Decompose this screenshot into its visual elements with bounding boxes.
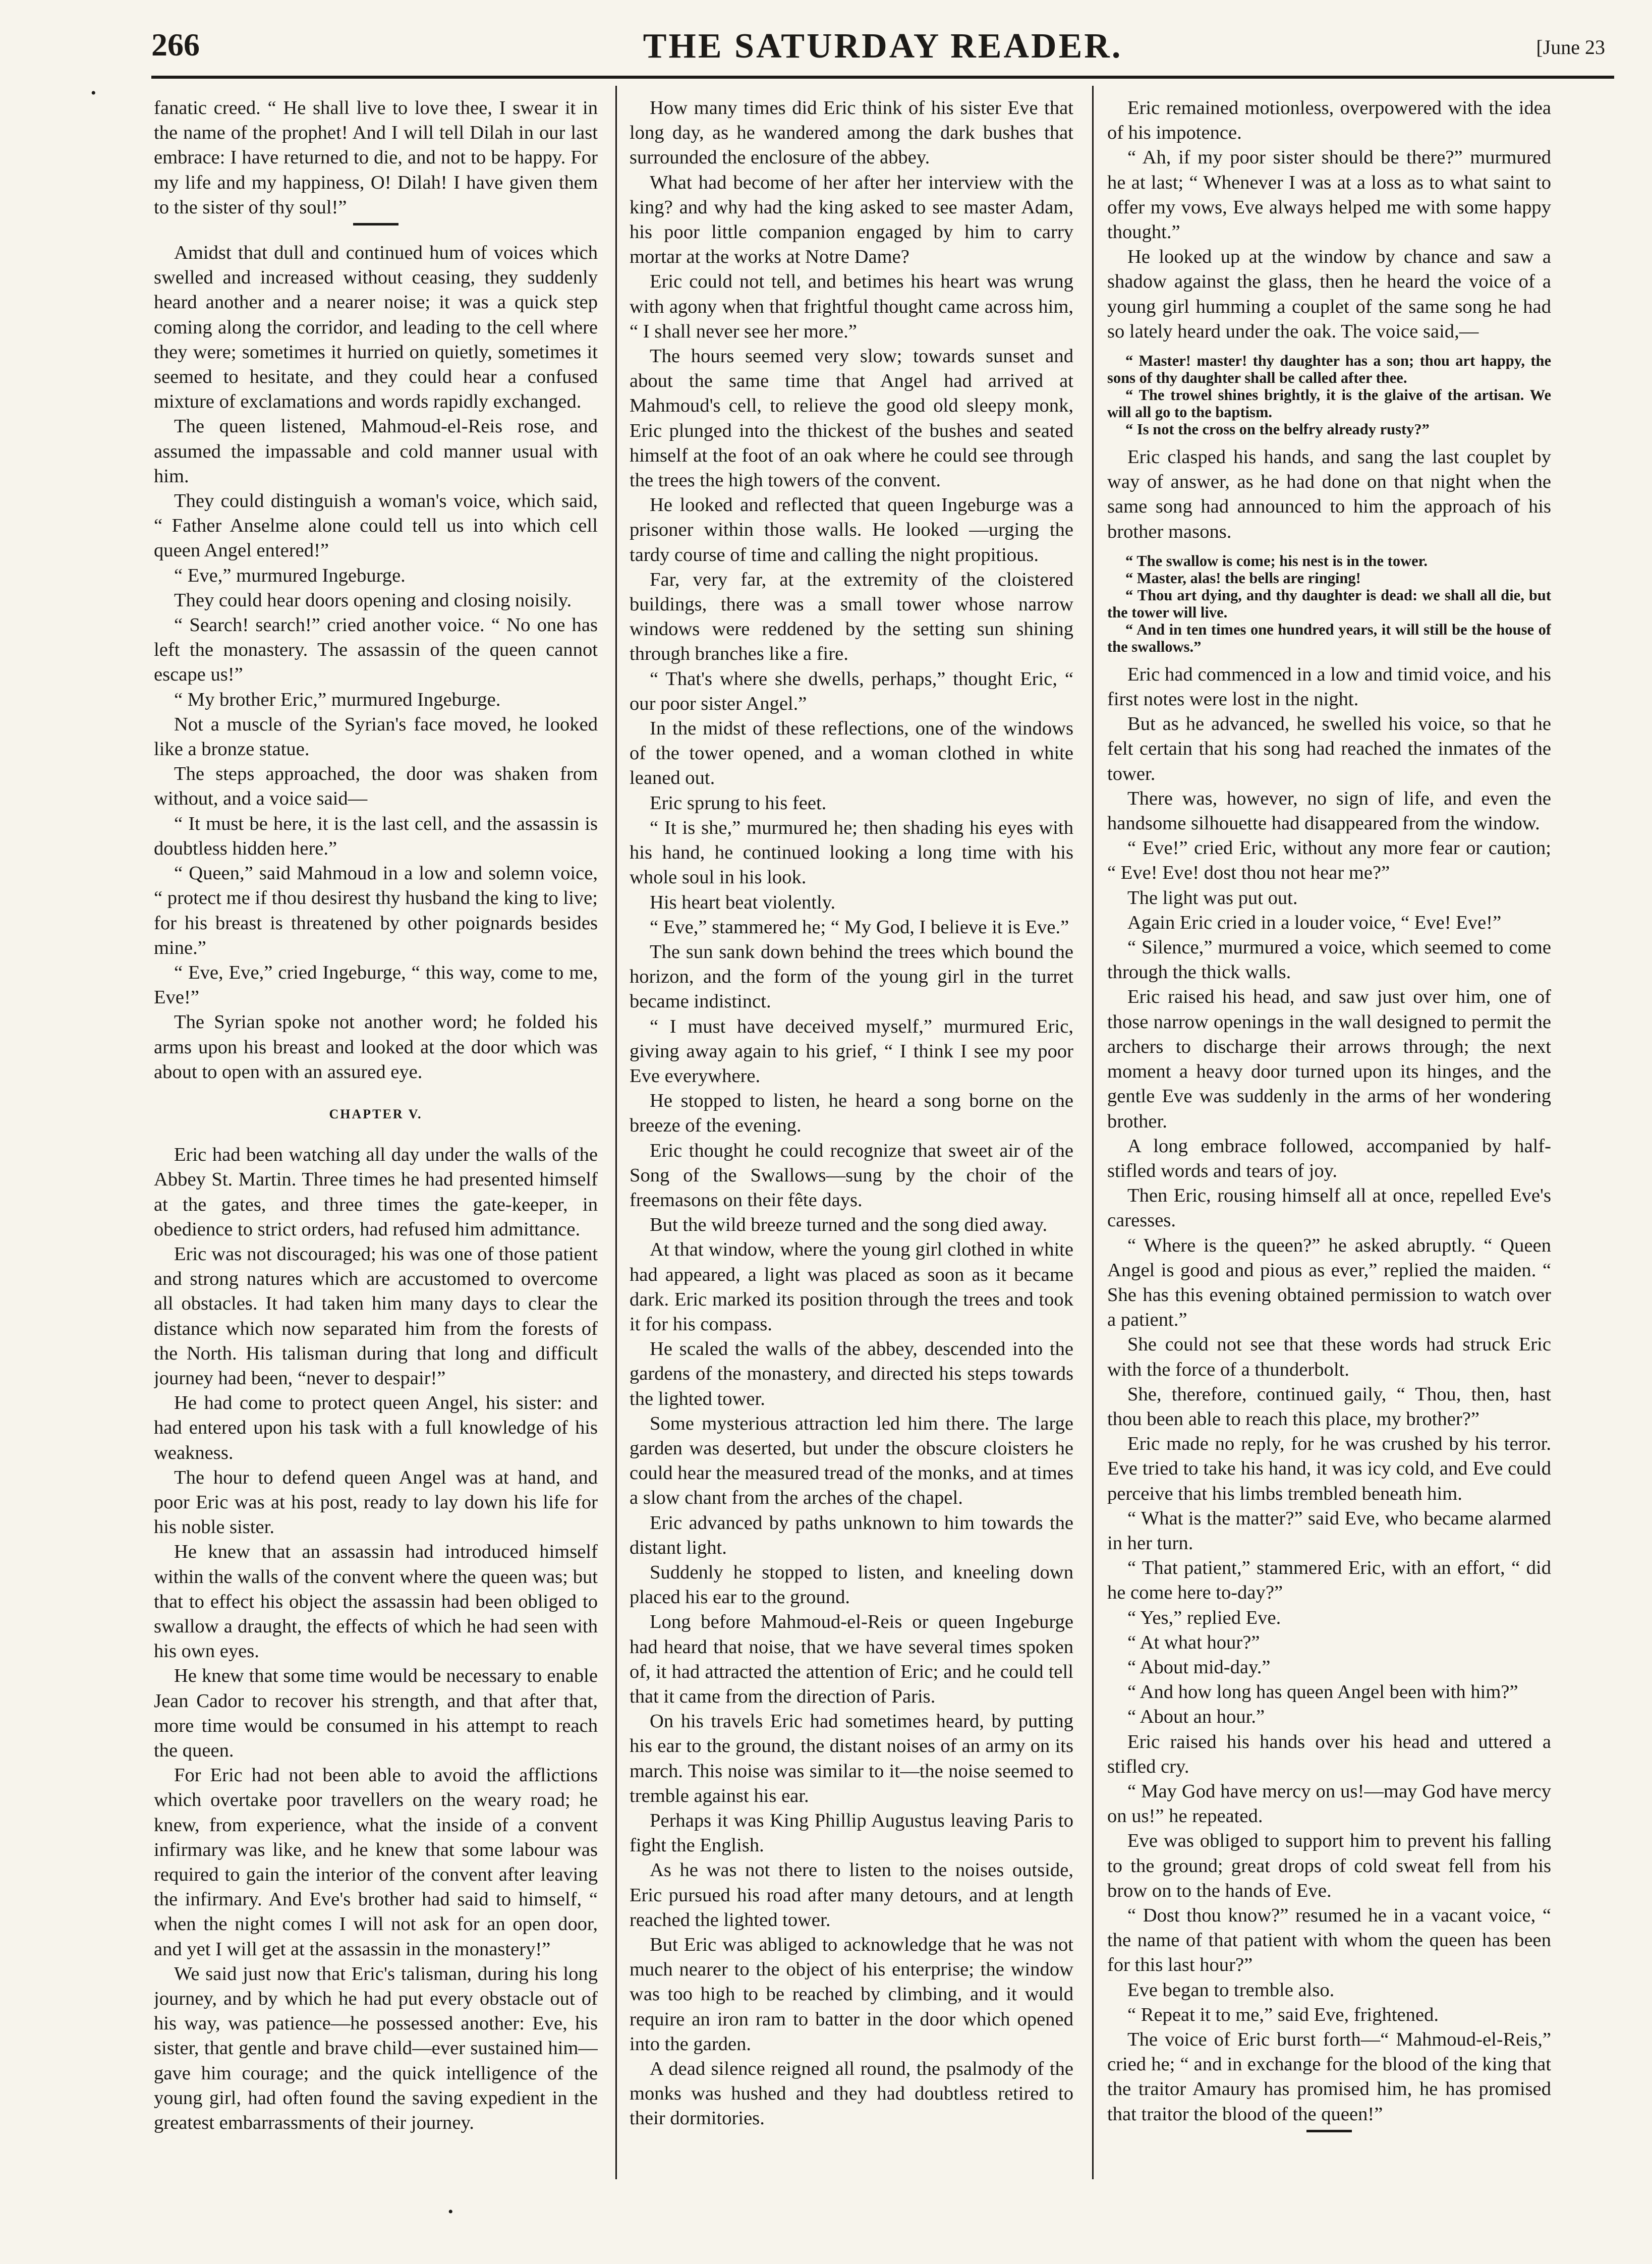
- paragraph: “ May God have mercy on us!—may God have mercy on us!” he repeated.: [1107, 1780, 1551, 1827]
- song-verse: “ And in ten times one hundred years, it will still be the house of the swallows.”: [1107, 620, 1551, 655]
- song-verse: “ Thou art dying, and thy daughter is dead: we shall all die, but the tower will live.: [1107, 586, 1551, 621]
- song-verse: “ Master! master! thy daughter has a son; thou art happy, the sons of thy daughter shall be called after thee.: [1107, 352, 1551, 387]
- paragraph: But Eric was abliged to acknowledge that he was not much nearer to the object of his enterprise; the window was too high to be reached by climbing, and it would require an iron ram to batter in the door which opened into the garden.: [630, 1934, 1073, 2055]
- paragraph: There was, however, no sign of life, and even the handsome silhouette had disappeared from the window.: [1107, 787, 1551, 834]
- paragraph: “ Eve,” stammered he; “ My God, I believe it is Eve.”: [650, 916, 1069, 938]
- paragraph: “ Eve,” murmured Ingeburge.: [174, 564, 406, 586]
- paragraph: How many times did Eric think of his sister Eve that long day, as he wandered among the dark bushes that surrounded the enclosure of the abbey.: [630, 97, 1073, 168]
- paragraph: A dead silence reigned all round, the psalmody of the monks was hushed and they had doubtless retired to their dormitories.: [630, 2058, 1073, 2129]
- header-rule: [151, 76, 1614, 79]
- paragraph: “ At what hour?”: [1127, 1631, 1260, 1653]
- paragraph: The steps approached, the door was shaken from without, and a voice said—: [154, 763, 598, 810]
- paragraph: “ It is she,” murmured he; then shading his eyes with his hand, he continued looking a long time with his whole soul in his look.: [630, 817, 1073, 888]
- song-verse: “ Is not the cross on the belfry already rusty?”: [1125, 421, 1430, 438]
- margin-mark: •: [448, 2203, 453, 2220]
- song-verse: “ The swallow is come; his nest is in the tower.: [1125, 552, 1428, 570]
- paragraph: “ Ah, if my poor sister should be there?” murmured he at last; “ Whenever I was at a loss as to what saint to offer my vows, Eve always helped me with some happy thought.”: [1107, 147, 1551, 243]
- song-verse: “ Master, alas! the bells are ringing!: [1125, 569, 1361, 587]
- paragraph: He scaled the walls of the abbey, descended into the gardens of the monastery, and directed his steps towards the lighted tower.: [630, 1338, 1073, 1409]
- paragraph: Perhaps it was King Phillip Augustus leaving Paris to fight the English.: [630, 1810, 1073, 1856]
- paragraph: They could distinguish a woman's voice, which said, “ Father Anselme alone could tell us into which cell queen Angel entered!”: [154, 490, 598, 561]
- paragraph: He knew that an assassin had introduced himself within the walls of the convent where the queen was; but that to effect his object the assassin had been obliged to swallow a draught, the effects of which he had seen with his own eyes.: [154, 1541, 598, 1662]
- paragraph: Eric could not tell, and betimes his heart was wrung with agony when that frightful thought came across him, “ I shall never see her more.”: [630, 271, 1073, 342]
- paragraph: “ Silence,” murmured a voice, which seemed to come through the thick walls.: [1107, 937, 1551, 983]
- column-divider: [1092, 86, 1094, 2179]
- text-column-2: [630, 96, 1073, 2169]
- section-end-rule: [1306, 2130, 1352, 2132]
- paragraph: Eric advanced by paths unknown to him towards the distant light.: [630, 1512, 1073, 1558]
- paragraph: The voice of Eric burst forth—“ Mahmoud-el-Reis,” cried he; “ and in exchange for the blood of the king that the traitor Amaury has promised him, he has promised that traitor the blood of the queen!”: [1107, 2029, 1551, 2125]
- paragraph: “ That patient,” stammered Eric, with an effort, “ did he come here to-day?”: [1107, 1557, 1551, 1604]
- paragraph: “ Dost thou know?” resumed he in a vacant voice, “ the name of that patient with whom the queen has been for this last hour?”: [1107, 1905, 1551, 1976]
- paragraph: On his travels Eric had sometimes heard, by putting his ear to the ground, the distant noises of an army on its march. This noise was similar to it—the noise seemed to tremble against his ear.: [630, 1711, 1073, 1806]
- paragraph: The queen listened, Mahmoud-el-Reis rose, and assumed the impassable and cold manner usual with him.: [154, 416, 598, 487]
- paragraph: “ What is the matter?” said Eve, who became alarmed in her turn.: [1107, 1507, 1551, 1554]
- paragraph: But as he advanced, he swelled his voice, so that he felt certain that his song had reached the inmates of the tower.: [1107, 713, 1551, 784]
- section-rule: [353, 223, 398, 225]
- paragraph: Eric was not discouraged; his was one of those patient and strong natures which are accustomed to overcome all obstacles. It had taken him many days to clear the distance which now separated him from the forests of the North. His talisman during that long and difficult journey had been, “never to despair!”: [154, 1243, 598, 1389]
- paragraph: Eric raised his head, and saw just over him, one of those narrow openings in the wall designed to permit the archers to discharge their arrows through; the next moment a heavy door turned upon its hinges, and the gentle Eve was suddenly in the arms of her wondering brother.: [1107, 986, 1551, 1132]
- paragraph: As he was not there to listen to the noises outside, Eric pursued his road after many detours, and at length reached the lighted tower.: [630, 1859, 1073, 1931]
- paragraph: He looked and reflected that queen Ingeburge was a prisoner within those walls. He looked —urging the tardy course of time and calling the night propitious.: [630, 494, 1073, 565]
- paragraph: “ And how long has queen Angel been with him?”: [1127, 1681, 1518, 1703]
- paragraph: The hour to defend queen Angel was at hand, and poor Eric was at his post, ready to lay down his life for his noble sister.: [154, 1466, 598, 1538]
- publication-title: THE SATURDAY READER.: [643, 27, 1123, 66]
- song-verse: “ The trowel shines brightly, it is the glaive of the artisan. We will all go to the baptism.: [1107, 386, 1551, 421]
- paragraph: Again Eric cried in a louder voice, “ Eve! Eve!”: [1127, 912, 1502, 933]
- paragraph: He stopped to listen, he heard a song borne on the breeze of the evening.: [630, 1090, 1073, 1137]
- paragraph: “ It must be here, it is the last cell, and the assassin is doubtless hidden here.”: [154, 813, 598, 859]
- paragraph: Then Eric, rousing himself all at once, repelled Eve's caresses.: [1107, 1185, 1551, 1231]
- paragraph: She, therefore, continued gaily, “ Thou, then, hast thou been able to reach this place, my brother?”: [1107, 1383, 1551, 1430]
- paragraph: “ About an hour.”: [1127, 1706, 1265, 1728]
- paragraph: Not a muscle of the Syrian's face moved, he looked like a bronze statue.: [154, 713, 598, 760]
- paragraph: In the midst of these reflections, one of the windows of the tower opened, and a woman clothed in white leaned out.: [630, 718, 1073, 789]
- text-column-3: [1107, 96, 1551, 2169]
- paragraph: Eric thought he could recognize that sweet air of the Song of the Swallows—sung by the choir of the freemasons on their fête days.: [630, 1140, 1073, 1211]
- paragraph: Suddenly he stopped to listen, and kneeling down placed his ear to the ground.: [630, 1561, 1073, 1608]
- paragraph: He had come to protect queen Angel, his sister: and had entered upon his task with a full knowledge of his weakness.: [154, 1392, 598, 1463]
- paragraph: The hours seemed very slow; towards sunset and about the same time that Angel had arrived at Mahmoud's cell, to relieve the good old sleepy monk, Eric plunged into the thickest of the bushes and seated himself at the foot of an oak where he could see through the trees the high towers of the convent.: [630, 346, 1073, 491]
- paragraph: Eric had been watching all day under the walls of the Abbey St. Martin. Three times he had presented himself at the gates, and three times the gate-keeper, in obedience to strict orders, had refused him admittance.: [154, 1144, 598, 1240]
- margin-mark: •: [91, 85, 96, 101]
- paragraph: She could not see that these words had struck Eric with the force of a thunderbolt.: [1107, 1334, 1551, 1380]
- paragraph: Eric clasped his hands, and sang the last couplet by way of answer, as he had done on that night when the same song had announced to him the approach of his brother masons.: [1107, 446, 1551, 542]
- paragraph: Eve began to tremble also.: [1127, 1979, 1335, 2001]
- paragraph: Some mysterious attraction led him there. The large garden was deserted, but under the obscure cloisters he could hear the measured tread of the monks, and at times a slow chant from the arches of the chapel.: [630, 1412, 1073, 1509]
- paragraph: Long before Mahmoud-el-Reis or queen Ingeburge had heard that noise, that we have several times spoken of, it had attracted the attention of Eric; and he could tell that it came from the direction of Paris.: [630, 1611, 1073, 1707]
- paragraph: “ Yes,” replied Eve.: [1127, 1607, 1281, 1628]
- paragraph: “ Where is the queen?” he asked abruptly. “ Queen Angel is good and pious as ever,” replied the maiden. “ She has this evening obtained permission to watch over a patient.”: [1107, 1234, 1551, 1331]
- paragraph: “ About mid-day.”: [1127, 1656, 1271, 1678]
- paragraph: For Eric had not been able to avoid the afflictions which overtake poor travellers on the weary road; he knew, from experience, what the inside of a convent infirmary was like, and he knew that some labour was required to gain the interior of the convent after leaving the infirmary. And Eve's brother had said to himself, “ when the night comes I will not ask for an open door, and yet I will get at the assassin in the monastery!”: [154, 1765, 598, 1960]
- paragraph: Eric made no reply, for he was crushed by his terror. Eve tried to take his hand, it was icy cold, and Eve could perceive that his limbs trembled beneath him.: [1107, 1433, 1551, 1504]
- paragraph: “ Eve!” cried Eric, without any more fear or caution; “ Eve! Eve! dost thou not hear me?”: [1107, 837, 1551, 884]
- paragraph: He knew that some time would be necessary to enable Jean Cador to recover his strength, and that after that, more time would be consumed in his attempt to reach the queen.: [154, 1665, 598, 1761]
- issue-date: [June 23: [1536, 36, 1605, 59]
- paragraph: Amidst that dull and continued hum of voices which swelled and increased without ceasing, they suddenly heard another and a nearer noise; it was a quick step coming along the corridor, and leading to the cell where they were; sometimes it hurried on quietly, sometimes it seemed to hesitate, and they could hear a confused mixture of exclamations and words rapidly exchanged.: [154, 242, 598, 413]
- paragraph: Eric remained motionless, overpowered with the idea of his impotence.: [1107, 97, 1551, 144]
- paragraph: Eve was obliged to support him to prevent his falling to the ground; great drops of cold sweat fell from his brow on to the hands of Eve.: [1107, 1830, 1551, 1901]
- paragraph: He looked up at the window by chance and saw a shadow against the glass, then he heard the voice of a young girl humming a couplet of the same song he had so lately heard under the oak. The voice said,—: [1107, 246, 1551, 342]
- paragraph: Eric raised his hands over his head and uttered a stifled cry.: [1107, 1731, 1551, 1777]
- text-column-1: [154, 96, 598, 2169]
- paragraph: Eric had commenced in a low and timid voice, and his first notes were lost in the night.: [1107, 663, 1551, 710]
- paragraph: “ Repeat it to me,” said Eve, frightened.: [1127, 2004, 1439, 2025]
- paragraph: “ Search! search!” cried another voice. “ No one has left the monastery. The assassin of the queen cannot escape us!”: [154, 614, 598, 686]
- paragraph: “ I must have deceived myself,” murmured Eric, giving away again to his grief, “ I think I see my poor Eve everywhere.: [630, 1015, 1073, 1087]
- page-header: [151, 26, 1614, 67]
- paragraph: A long embrace followed, accompanied by half-stifled words and tears of joy.: [1107, 1135, 1551, 1181]
- paragraph: Eric sprung to his feet.: [650, 792, 827, 814]
- paragraph: We said just now that Eric's talisman, during his long journey, and by which he had put every obstacle out of his way, was patience—he possessed another: Eve, his sister, that gentle and brave child—ever sustained him—gave him courage; and the quick intelligence of the young girl, had often found the saving expedient in the greatest embarrassments of their journey.: [154, 1963, 598, 2134]
- paragraph: “ That's where she dwells, perhaps,” thought Eric, “ our poor sister Angel.”: [630, 668, 1073, 714]
- paragraph: What had become of her after her interview with the king? and why had the king asked to see master Adam, his poor little companion engaged by him to carry mortar at the works at Notre Dame?: [630, 172, 1073, 268]
- paragraph: Far, very far, at the extremity of the cloistered buildings, there was a small tower whose narrow windows were reddened by the setting sun shining through branches like a fire.: [630, 569, 1073, 665]
- paragraph: They could hear doors opening and closing noisily.: [174, 589, 572, 611]
- paragraph: “ My brother Eric,” murmured Ingeburge.: [174, 689, 501, 710]
- page-number: 266: [151, 27, 200, 63]
- paragraph: His heart beat violently.: [650, 891, 836, 913]
- paragraph: fanatic creed. “ He shall live to love thee, I swear it in the name of the prophet! And I will tell Dilah in our last embrace: I have returned to die, and not to be happy. For my life and my happiness, O! Dilah! I have given them to the sister of thy soul!”: [154, 97, 598, 218]
- column-divider: [615, 86, 617, 2179]
- paragraph: The light was put out.: [1127, 887, 1298, 909]
- paragraph: The sun sank down behind the trees which bound the horizon, and the form of the young girl in the turret became indistinct.: [630, 941, 1073, 1012]
- paragraph: At that window, where the young girl clothed in white had appeared, a light was placed as soon as it became dark. Eric marked its position through the trees and took it for his compass.: [630, 1239, 1073, 1335]
- paragraph: “ Queen,” said Mahmoud in a low and solemn voice, “ protect me if thou desirest thy husband the king to live; for his breast is threatened by other poignards besides mine.”: [154, 863, 598, 958]
- chapter-heading: CHAPTER V.: [329, 1106, 423, 1121]
- paragraph: “ Eve, Eve,” cried Ingeburge, “ this way, come to me, Eve!”: [154, 961, 598, 1008]
- paragraph: The Syrian spoke not another word; he folded his arms upon his breast and looked at the door which was about to open with an assured eye.: [154, 1011, 598, 1083]
- paragraph: But the wild breeze turned and the song died away.: [650, 1214, 1048, 1236]
